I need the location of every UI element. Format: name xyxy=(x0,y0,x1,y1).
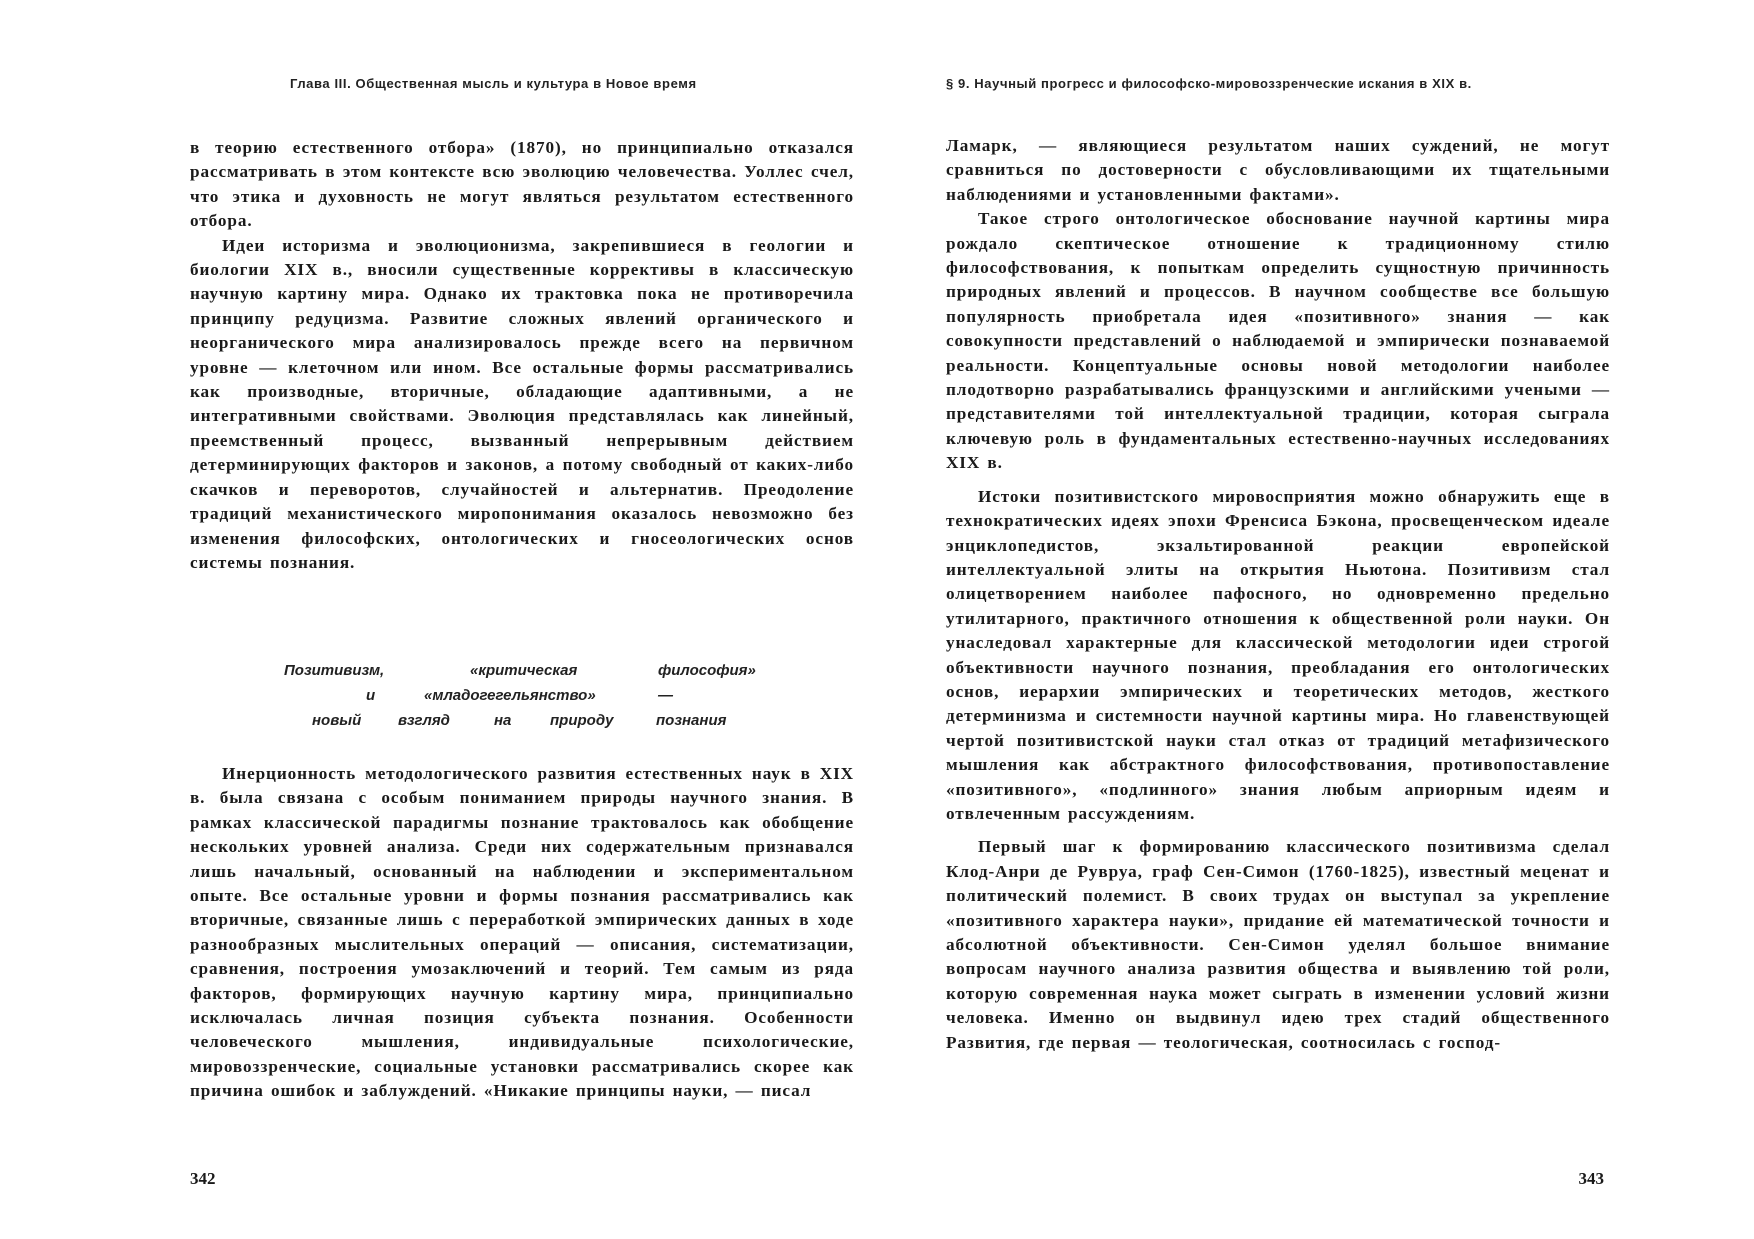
heading-word: «критическая xyxy=(470,662,578,679)
paragraph: Ламарк, — являющиеся результатом наших суждений, не могут сравниться по достоверности с обусловливающими их тщательными наблюдениями и установленными фактами». xyxy=(946,136,1610,204)
paragraph: Первый шаг к формированию классического позитивизма сделал Клод-Анри де Рувруа, граф Сен-Симон (1760-1825), известный меценат и политический полемист. В своих трудах он выступал за укрепление «позитивного характера науки», придание ей математической точности и абсолютной объективности. Сен-Симон уделял большое внимание вопросам научного анализа развития общества и выявлению той роли, которую современная наука может сыграть в изменении условий жизни человека. Именно он выдвинул идею трех стадий общественного Развития, где первая — теологическая, соотносилась с господ- xyxy=(946,837,1610,1052)
heading-word: на xyxy=(494,712,512,729)
left-text-block-bottom xyxy=(190,762,854,1104)
heading-word: Позитивизм, xyxy=(284,662,385,679)
section-heading xyxy=(284,662,768,737)
heading-word: новый xyxy=(312,712,362,729)
section-heading-line-3 xyxy=(284,712,768,737)
heading-word: — xyxy=(658,687,673,704)
heading-word: природу xyxy=(550,712,614,729)
heading-word: взгляд xyxy=(398,712,450,729)
running-head-left: Глава III. Общественная мысль и культура в Новое время xyxy=(290,76,697,91)
section-heading-line-1 xyxy=(284,662,768,687)
left-page xyxy=(190,0,854,1239)
heading-word: философия» xyxy=(658,662,756,679)
running-head-right: § 9. Научный прогресс и философско-мировоззренческие искания в XIX в. xyxy=(946,76,1472,91)
paragraph: Такое строго онтологическое обоснование научной картины мира рождало скептическое отношение к традиционному стилю философствования, к попыткам определить сущностную причинность природных явлений и процессов. В научном сообществе все большую популярность приобретала идея «позитивного» знания — как совокупности представлений о наблюдаемой и эмпирически познаваемой реальности. Концептуальные основы новой методологии наиболее плодотворно разрабатывались французскими и английскими учеными — представителями той интеллектуальной традиции, которая сыграла ключевую роль в фундаментальных естественно-научных исследованиях XIX в. xyxy=(946,209,1610,473)
paragraph: Истоки позитивистского мировосприятия можно обнаружить еще в технократических идеях эпохи Френсиса Бэкона, просвещенческом идеале энциклопедистов, экзальтированной реакции европейской интеллектуальной элиты на открытия Ньютона. Позитивизм стал олицетворением наиболее пафосного, но одновременно предельно утилитарного, практичного отношения к общественной роли науки. Он унаследовал характерные для классической методологии идеи строгой объективности научного познания, преобладания его онтологических основ, иерархии эмпирических и теоретических методов, жесткого детерминизма и системности научной картины мира. Но главенствующей чертой позитивистской науки стал отказ от традиций метафизического мышления как абстрактного философствования, противопоставление «позитивного», «подлинного» знания любым априорным идеям и отвлеченным рассуждениям. xyxy=(946,486,1610,823)
right-text-block xyxy=(946,134,1610,1055)
heading-word: и xyxy=(366,687,376,704)
heading-word: познания xyxy=(656,712,727,729)
heading-word: «младогегельянство» xyxy=(424,687,596,704)
left-text-block-top xyxy=(190,136,854,575)
page-number-right: 343 xyxy=(1578,1169,1604,1188)
paragraph: Идеи историзма и эволюционизма, закрепившиеся в геологии и биологии XIX в., вносили существенные коррективы в классическую научную картину мира. Однако их трактовка пока не противоречила принципу редуцизма. Развитие сложных явлений органического и неорганического мира анализировалось прежде всего на первичном уровне — клеточном или ином. Все остальные формы рассматривались как производные, вторичные, обладающие адаптивными, а не интегративными свойствами. Эволюция представлялась как линейный, преемственный процесс, вызванный непрерывным действием детерминирующих факторов и законов, а потому свободный от каких-либо скачков и переворотов, случайностей и альтернатив. Преодоление традиций механистического миропонимания оказалось невозможно без изменения философских, онтологических и гносеологических основ системы познания. xyxy=(190,235,854,572)
paragraph: Инерционность методологического развития естественных наук в XIX в. была связана с особым пониманием природы научного знания. В рамках классической парадигмы познание трактовалось как обобщение нескольких уровней анализа. Среди них содержательным признавался лишь начальный, основанный на наблюдении и экспериментальном опыте. Все остальные уровни и формы познания рассматривались как вторичные, связанные лишь с переработкой эмпирических данных в ходе разнообразных мыслительных операций — описания, систематизации, сравнения, построения умозаключений и теорий. Тем самым из ряда факторов, формирующих научную картину мира, принципиально исключалась личная позиция субъекта познания. Особенности человеческого мышления, индивидуальные психологические, мировоззренческие, социальные установки рассматривались скорее как причина ошибок и заблуждений. «Никакие принципы науки, — писал xyxy=(190,764,854,1101)
section-heading-line-2 xyxy=(284,687,768,712)
paragraph: в теорию естественного отбора» (1870), но принципиально отказался рассматривать в этом контексте всю эволюцию человечества. Уоллес счел, что этика и духовность не могут являться результатом естественного отбора. xyxy=(190,138,854,231)
page-number-left: 342 xyxy=(190,1169,216,1188)
right-page xyxy=(946,0,1610,1239)
